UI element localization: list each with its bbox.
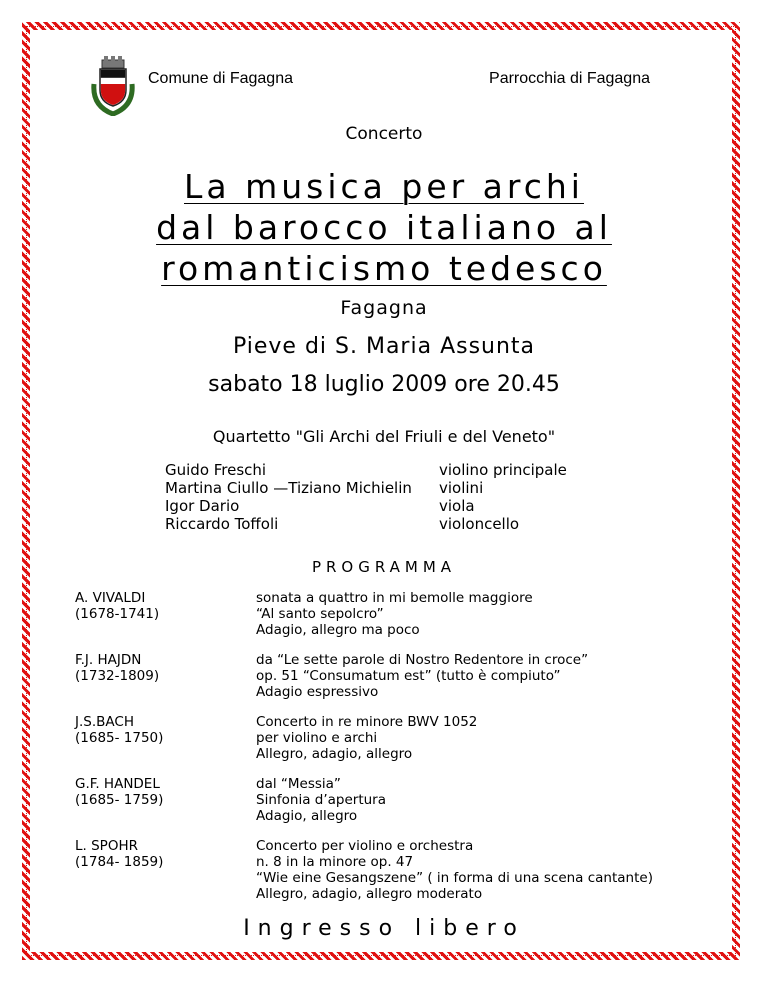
composer: G.F. HANDEL	[75, 776, 160, 792]
composer-years: (1732-1809)	[75, 668, 160, 684]
quartet-prefix: Quartetto	[212, 427, 296, 446]
program-item	[75, 590, 653, 638]
piece-line: dal “Messia”	[256, 776, 341, 792]
piece-line: da “Le sette parole di Nostro Redentore in croce”	[256, 652, 589, 668]
venue: Pieve di S. Maria Assunta	[232, 334, 536, 359]
programma-heading: PROGRAMMA	[311, 558, 457, 576]
composer: L. SPOHR	[75, 838, 138, 854]
title-line: dal barocco italiano al	[156, 208, 612, 247]
member-name: Riccardo Toffoli	[165, 515, 279, 533]
piece-line: sonata a quattro in mi bemolle maggiore	[256, 590, 533, 606]
composer-years: (1685- 1759)	[75, 792, 164, 808]
place: Fagagna	[340, 297, 428, 319]
piece-line: Sinfonia d’apertura	[256, 792, 386, 808]
piece-line: per violino e archi	[256, 730, 378, 746]
member-row	[165, 497, 567, 515]
quartet-name: "Gli Archi del Friuli e del Veneto"	[295, 427, 556, 446]
program-item	[75, 652, 653, 700]
member-role: violini	[439, 479, 484, 497]
quartet-heading	[0, 427, 768, 446]
concert-title	[0, 166, 768, 289]
member-role: violoncello	[439, 515, 520, 533]
composer: A. VIVALDI	[75, 590, 146, 606]
member-name: Igor Dario	[165, 497, 240, 515]
piece-line: Concerto in re minore BWV 1052	[256, 714, 478, 730]
piece-line: n. 8 in la minore op. 47	[256, 854, 414, 870]
event-date: sabato 18 luglio 2009 ore 20.45	[208, 372, 560, 397]
piece-line: Adagio espressivo	[256, 684, 379, 700]
title-line: La musica per archi	[184, 167, 584, 206]
title-line: romanticismo tedesco	[161, 249, 607, 288]
composer-years: (1784- 1859)	[75, 854, 164, 870]
member-role: viola	[439, 497, 475, 515]
piece-line: “Al santo sepolcro”	[256, 606, 384, 622]
free-entry: Ingresso libero	[243, 916, 525, 941]
member-name: Guido Freschi	[165, 461, 267, 479]
piece-line: Allegro, adagio, allegro moderato	[256, 886, 483, 902]
program-item	[75, 838, 653, 902]
piece-line: Allegro, adagio, allegro	[256, 746, 413, 762]
member-row	[165, 515, 567, 533]
member-row	[165, 479, 567, 497]
piece-line: Adagio, allegro ma poco	[256, 622, 420, 638]
composer-years: (1685- 1750)	[75, 730, 164, 746]
members-list	[165, 461, 567, 533]
event-label: Concerto	[345, 124, 423, 144]
comune-label: Comune di Fagagna	[148, 70, 293, 87]
composer-years: (1678-1741)	[75, 606, 160, 622]
composer: F.J. HAJDN	[75, 652, 142, 668]
member-row	[165, 461, 567, 479]
piece-line: op. 51 “Consumatum est” (tutto è compiuto”	[256, 668, 561, 684]
parrocchia-label: Parrocchia di Fagagna	[489, 70, 650, 87]
program-item	[75, 776, 653, 824]
member-role: violino principale	[439, 461, 567, 479]
piece-line: Adagio, allegro	[256, 808, 358, 824]
coat-of-arms-icon	[88, 54, 138, 116]
member-name: Martina Ciullo —Tiziano Michielin	[165, 479, 412, 497]
piece-line: Concerto per violino e orchestra	[256, 838, 474, 854]
program-list	[75, 590, 653, 916]
composer: J.S.BACH	[75, 714, 134, 730]
piece-line: “Wie eine Gesangszene” ( in forma di una scena cantante)	[256, 870, 653, 886]
program-item	[75, 714, 653, 762]
